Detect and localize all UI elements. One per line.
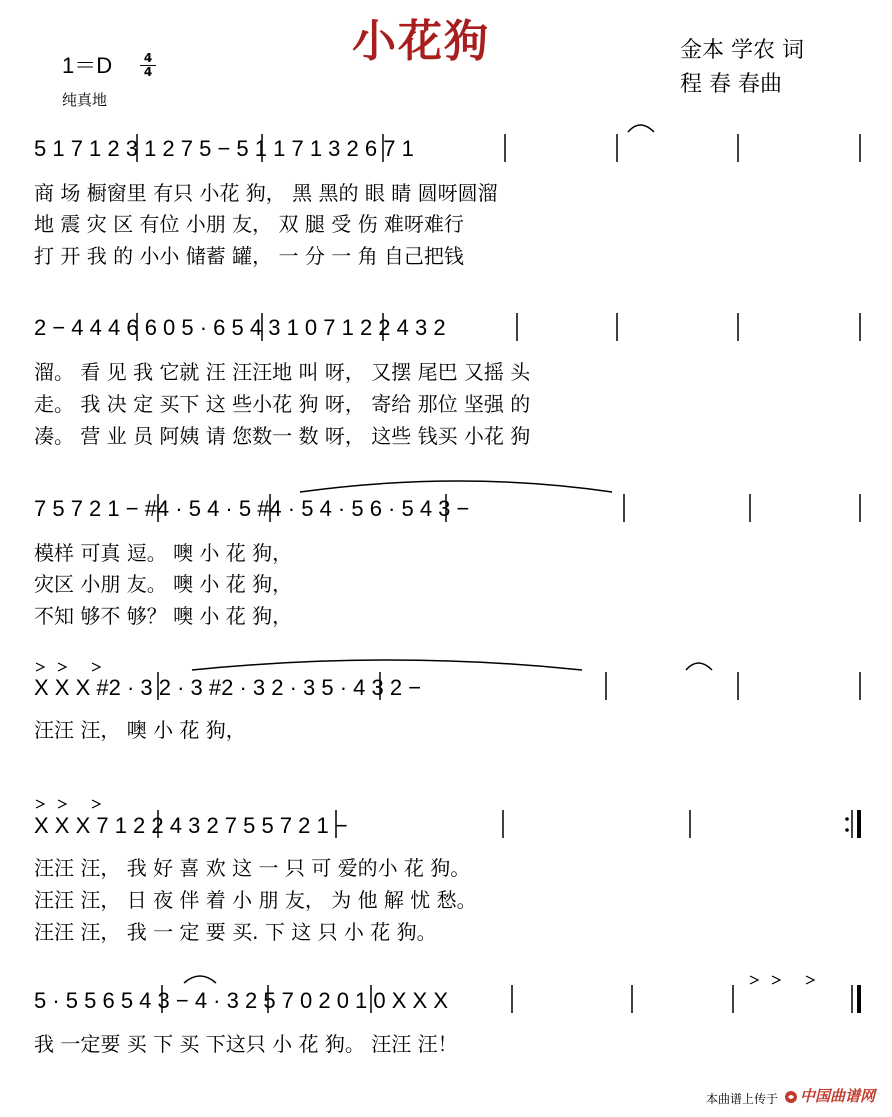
system-5-lyric-3: 汪汪 汪， 我 一 定 要 买. 下 这 只 小 花 狗。 — [34, 920, 437, 944]
slur — [686, 663, 712, 670]
slur — [628, 125, 654, 132]
system-3-lyric-2: 灾区 小朋 友。 噢 小 花 狗， — [34, 572, 293, 596]
accent-mark — [806, 976, 814, 984]
accent-mark — [58, 800, 66, 808]
system-1-lyric-1: 商 场 橱窗里 有只 小花 狗， 黑 黑的 眼 睛 圆呀圆溜 — [34, 181, 498, 205]
system-3-lyric-3: 不知 够不 够？ 噢 小 花 狗， — [34, 604, 293, 628]
system-6-notes: 5 · 5 5 6 5 4 3 − 4 · 3 2 5 7 0 2 0 1 0 X X X — [34, 988, 448, 1013]
tempo-mood: 纯真地 — [62, 91, 108, 109]
system-4-lyric-1: 汪汪 汪， 噢 小 花 狗， — [34, 718, 246, 742]
system-6-lyric-1: 我 一定要 买 下 买 下这只 小 花 狗。 汪汪 汪！ — [34, 1032, 458, 1056]
lyricist-credit: 金本 学农 词 — [680, 38, 804, 63]
system-5-lyric-2: 汪汪 汪， 日 夜 伴 着 小 朋 友， 为 他 解 忧 愁。 — [34, 888, 477, 912]
accent-mark — [36, 800, 44, 808]
system-1-lyric-2: 地 震 灾 区 有位 小朋 友， 双 腿 受 伤 难呀难行 — [34, 212, 464, 236]
site-name[interactable]: 中国曲谱网 — [800, 1087, 876, 1105]
system-3-lyric-1: 模样 可真 逗。 噢 小 花 狗， — [34, 541, 293, 565]
slur — [192, 660, 582, 670]
accent-mark — [92, 663, 100, 671]
system-3-notes: 7 5 7 2 1 − #4 · 5 4 · 5 #4 · 5 4 · 5 6 · 5 4 3 − — [34, 496, 470, 521]
slur — [184, 976, 216, 983]
final-bar-thick — [857, 985, 861, 1013]
slur — [300, 481, 612, 492]
accent-mark — [772, 976, 780, 984]
system-2-lyric-3: 凑。 营 业 员 阿姨 请 您数一 数 呀， 这些 钱买 小花 狗 — [34, 424, 531, 448]
system-2-lyric-1: 溜。 看 见 我 它就 汪 汪汪地 叫 呀， 又摆 尾巴 又摇 头 — [34, 360, 531, 384]
system-4-notes: X X X #2 · 3 2 · 3 #2 · 3 2 · 3 5 · 4 3 2 − — [34, 675, 422, 700]
system-1-lyric-3: 打 开 我 的 小小 储蓄 罐， 一 分 一 角 自己把钱 — [34, 244, 464, 268]
repeat-bar-thick — [857, 810, 861, 838]
accent-mark — [58, 663, 66, 671]
site-logo-icon — [784, 1090, 798, 1104]
song-title: 小花狗 — [352, 16, 490, 67]
system-2-lyric-2: 走。 我 决 定 买下 这 些小花 狗 呀， 寄给 那位 坚强 的 — [34, 392, 531, 416]
key-signature: 1＝D — [62, 53, 113, 78]
system-5-lyric-1: 汪汪 汪， 我 好 喜 欢 这 一 只 可 爱的小 花 狗。 — [34, 856, 471, 880]
upload-note: 本曲谱上传于 — [706, 1092, 779, 1106]
repeat-dot — [845, 817, 849, 821]
accent-mark — [92, 800, 100, 808]
time-signature-top: 4 — [143, 51, 153, 65]
time-signature-bottom: 4 — [143, 65, 153, 79]
system-5-notes: X X X 7 1 2 2 4 3 2 7 5 5 7 2 1 − — [34, 813, 348, 838]
composer-credit: 程 春 春曲 — [680, 72, 782, 97]
system-2-notes: 2 − 4 4 4 6 6 0 5 · 6 5 4 3 1 0 7 1 2 2 4 3 2 — [34, 315, 446, 340]
accent-mark — [750, 976, 758, 984]
repeat-dot — [845, 828, 849, 832]
accent-mark — [36, 663, 44, 671]
system-1-notes: 5 1 7 1 2 3 1 2 7 5 − 5 1 1 7 1 3 2 6 7 1 — [34, 136, 414, 161]
